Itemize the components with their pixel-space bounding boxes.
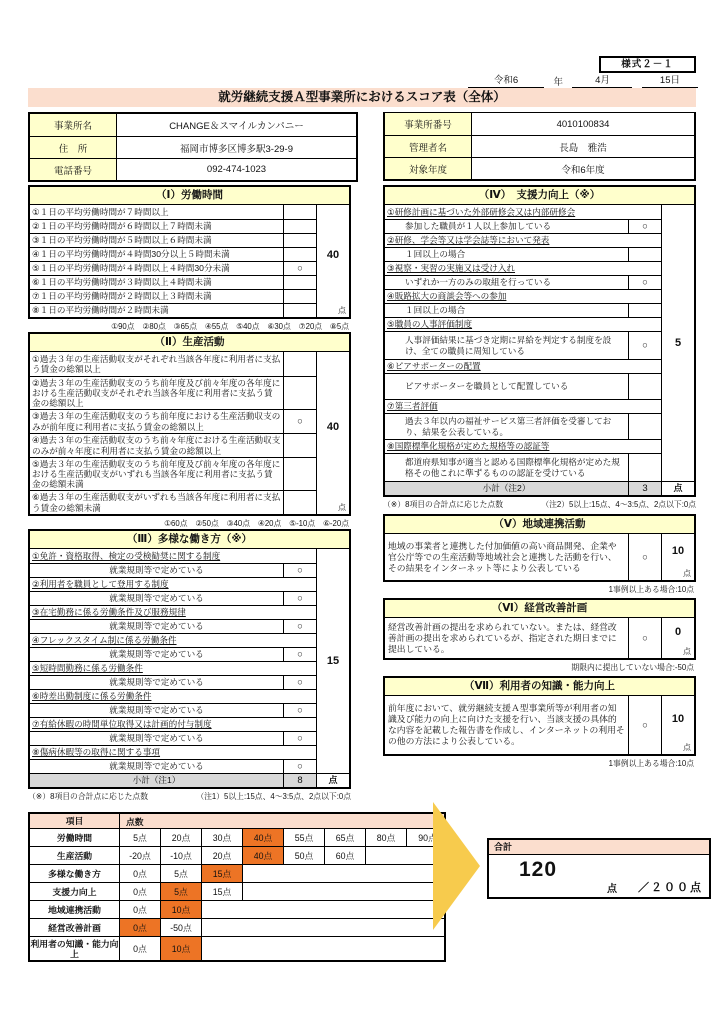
manager-name-value: 長島 雅浩 <box>559 142 607 154</box>
score-option: 60点 <box>325 847 366 864</box>
criterion-heading: ⑤職員の人事評価制度 <box>387 319 473 330</box>
criterion-heading: ④販路拡大の商談会等への参加 <box>387 291 507 302</box>
score-option: 80点 <box>366 829 407 846</box>
criterion-text: ①過去３年の生産活動収支がそれぞれ当該各年度に利用者に支払う賃金の総額以上 <box>32 353 281 374</box>
empty-cell <box>202 937 444 960</box>
criterion-text: ⑥１日の平均労働時間が３時間以上４時間未満 <box>32 277 212 288</box>
criterion-sub-row <box>385 373 661 399</box>
criterion-row <box>30 457 316 490</box>
summary-header-row <box>30 814 444 828</box>
section-title: （Ⅱ）生産活動 <box>30 334 349 352</box>
check-mark <box>283 434 316 457</box>
check-mark: ○ <box>628 618 661 658</box>
criterion-sub-row <box>385 331 661 359</box>
criterion-heading-row <box>385 233 661 247</box>
score-legend: ①90点 ②80点 ③65点 ④55点 ⑤40点 ⑥30点 ⑦20点 ⑧5点 <box>111 322 349 331</box>
subtotal-label: 小計（注2） <box>385 482 628 495</box>
score-unit: 点 <box>683 743 691 752</box>
info-row <box>385 113 694 135</box>
office-name-value: CHANGE＆スマイルカンパニー <box>169 121 304 132</box>
criterion-sub-text: 過去３年以内の福祉サービス第三者評価を受審しており、結果を公表している。 <box>405 416 612 437</box>
check-mark <box>283 304 316 317</box>
check-mark <box>283 220 316 233</box>
criterion-sub-text: 参加した職員が１人以上参加している <box>405 221 552 232</box>
criterion-sub-text: ピアサポーターを職員として配置している <box>405 381 569 392</box>
score-unit: 点 <box>338 503 346 512</box>
section-score-cell <box>316 205 349 317</box>
section-score-cell <box>661 534 694 580</box>
criterion-heading-row <box>385 439 661 453</box>
criterion-row <box>30 376 316 409</box>
subtotal-row <box>385 481 661 495</box>
check-mark <box>283 352 316 376</box>
score-option: 10点 <box>161 901 202 918</box>
note-left: （※）8項目の合計点に応じた点数 <box>383 500 504 509</box>
summary-row-community <box>30 900 444 918</box>
criterion-row <box>30 275 316 289</box>
criterion-text: ⑦１日の平均労働時間が２時間以上３時間未満 <box>32 291 212 302</box>
criterion-sub-text: 人事評価結果に基づき定期に昇給を判定する制度を設け、全ての職員に周知している <box>405 335 612 356</box>
criterion-text: 経営改善計画の提出を求められていない。または、経営改善計画の提出を求められているが、指定された期日までに提出している。 <box>388 621 617 654</box>
empty-cell <box>243 865 444 882</box>
criterion-heading-row <box>385 359 661 373</box>
criterion-heading: ⑦有給休暇の時間単位取得又は計画的付与制度 <box>32 719 212 730</box>
criterion-sub-text: いずれか一方のみの取組を行っている <box>405 277 552 288</box>
criterion-sub-row <box>30 647 316 661</box>
check-mark <box>628 414 661 439</box>
section-score: 0 <box>674 626 682 638</box>
score-legend: 1事例以上ある場合:10点 <box>608 759 694 768</box>
date-month: 4月 <box>572 72 632 88</box>
criterion-sub-row <box>385 219 661 233</box>
criterion-sub-text: 就業規則等で定めている <box>109 593 204 604</box>
section-notes <box>28 789 351 800</box>
criterion-row <box>30 289 316 303</box>
info-row <box>30 158 356 180</box>
section-title: （Ⅳ） 支援力向上（※） <box>385 187 694 205</box>
check-mark <box>628 374 661 399</box>
criterion-row <box>30 205 316 219</box>
criterion-sub-text: 就業規則等で定めている <box>109 705 204 716</box>
summary-row-label: 経営改善計画 <box>30 919 120 936</box>
summary-row-user-knowledge <box>30 936 444 960</box>
date-line <box>468 72 698 88</box>
criterion-heading-row <box>385 261 661 275</box>
check-mark <box>628 304 661 317</box>
score-legend: 期限内に提出していない場合:-50点 <box>571 663 694 672</box>
criterion-text: 地域の事業者と連携した付加価値の高い商品開発、企業や官公庁等での生産活動等地域社会と連携した活動を行い、その結果をインターネット等により公表している <box>388 540 617 573</box>
subtotal-value: 8 <box>283 774 316 787</box>
criterion-sub-row <box>30 619 316 633</box>
section-score: 5 <box>674 337 682 349</box>
criterion-heading: ②研修、学会等又は学会誌等において発表 <box>387 235 550 246</box>
criterion-sub-text: 就業規則等で定めている <box>109 565 204 576</box>
criterion-heading-row <box>30 633 316 647</box>
office-meta-table <box>383 112 696 181</box>
summary-row-label: 地域連携活動 <box>30 901 120 918</box>
right-column <box>383 185 696 767</box>
criterion-text: ④過去３年の生産活動収支のうち前々年度における生産活動収支のみが前々年度に利用者に支払う賃金の総額以上 <box>32 435 281 456</box>
criterion-text: ①１日の平均労働時間が７時間以上 <box>32 206 169 217</box>
section-community-collaboration <box>383 514 696 582</box>
score-option: 55点 <box>284 829 325 846</box>
criterion-heading-row <box>30 549 316 563</box>
check-mark: ○ <box>283 620 316 633</box>
criterion-heading-row <box>385 205 661 219</box>
section-score: 15 <box>326 655 340 667</box>
check-mark: ○ <box>628 220 661 233</box>
section-title: （Ⅰ）労働時間 <box>30 187 349 205</box>
section-title: （Ⅵ）経営改善計画 <box>385 600 694 618</box>
score-option: 15点 <box>202 883 243 900</box>
address-value: 福岡市博多区博多駅3-29-9 <box>180 143 293 155</box>
criterion-sub-row <box>385 303 661 317</box>
criterion-row <box>30 352 316 376</box>
check-mark <box>283 458 316 490</box>
score-unit: 点 <box>683 647 691 656</box>
summary-row-label: 利用者の知識・能力向上 <box>30 938 119 959</box>
criterion-row <box>30 219 316 233</box>
criterion-heading-row <box>385 399 661 413</box>
score-option: -50点 <box>161 919 202 936</box>
summary-row-improvement-plan <box>30 918 444 936</box>
criterion-heading: ②利用者を職員として登用する制度 <box>32 579 169 590</box>
info-label: 住 所 <box>30 137 117 158</box>
criterion-heading-row <box>385 317 661 331</box>
info-label: 事業所名 <box>30 114 117 136</box>
check-mark <box>283 234 316 247</box>
phone-value: 092-474-1023 <box>206 164 267 175</box>
criterion-sub-row <box>30 731 316 745</box>
score-legend: ①60点 ②50点 ③40点 ④20点 ⑤-10点 ⑥-20点 <box>164 519 349 528</box>
section-production <box>28 332 351 516</box>
criterion-sub-row <box>385 247 661 261</box>
criterion-sub-text: １回以上の場合 <box>405 305 466 316</box>
summary-row-diverse-work <box>30 864 444 882</box>
score-summary-table <box>28 812 446 962</box>
criterion-sub-row <box>30 759 316 773</box>
section-score-cell <box>661 696 694 754</box>
criterion-text: ③１日の平均労働時間が５時間以上６時間未満 <box>32 235 212 246</box>
criterion-text: ②過去３年の生産活動収支のうち前年度及び前々年度の各年度における生産活動収支がそれぞれ当該各年度に利用者に支払う賃金の総額以上 <box>32 377 281 409</box>
score-option: 0点 <box>120 883 161 900</box>
score-option: 15点 <box>202 865 243 882</box>
note-left: （※）8項目の合計点に応じた点数 <box>28 792 149 801</box>
check-mark <box>283 276 316 289</box>
criterion-heading: ③視察・実習の実施又は受け入れ <box>387 263 516 274</box>
section-diverse-work <box>28 529 351 789</box>
info-label: 対象年度 <box>385 158 472 179</box>
arrow-right-icon <box>433 802 480 930</box>
empty-cell <box>243 883 444 900</box>
criterion-heading: ⑦第三者評価 <box>387 401 438 412</box>
criterion-heading: ④フレックスタイム制に係る労働条件 <box>32 635 177 646</box>
score-option: 0点 <box>120 865 161 882</box>
score-option: 20点 <box>161 829 202 846</box>
total-label: 合計 <box>489 840 709 855</box>
info-row <box>385 157 694 179</box>
section-notes <box>383 497 696 508</box>
left-column <box>28 185 351 800</box>
criterion-heading: ⑧国際標準化規格が定めた規格等の認証等 <box>387 441 550 452</box>
section-title: （Ⅴ）地域連携活動 <box>385 516 694 534</box>
criterion-heading-row <box>30 605 316 619</box>
empty-cell <box>202 901 444 918</box>
criterion-text: ③過去３年の生産活動収支のうち前年度における生産活動収支のみが前年度に利用者に支払う賃金の総額以上 <box>32 411 281 432</box>
section-business-improvement-plan <box>383 598 696 660</box>
check-mark: ○ <box>628 332 661 359</box>
check-mark: ○ <box>283 648 316 661</box>
criterion-sub-row <box>30 703 316 717</box>
criterion-sub-text: 就業規則等で定めている <box>109 621 204 632</box>
section-score: 40 <box>326 249 340 261</box>
criterion-heading: ⑧傷病休暇等の取得に関する事項 <box>32 747 161 758</box>
criterion-text: ⑥過去３年の生産活動収支がいずれも当該各年度に利用者に支払う賃金の総額未満 <box>32 492 281 513</box>
total-score-value: 120 <box>519 858 558 881</box>
score-unit: 点 <box>662 481 694 495</box>
section-score-cell <box>316 549 349 787</box>
check-mark <box>283 377 316 409</box>
subtotal-value: 3 <box>628 482 661 495</box>
score-unit: 点 <box>317 773 349 787</box>
score-option: 40点 <box>243 847 284 864</box>
section-score-cell <box>661 618 694 658</box>
info-row <box>385 135 694 157</box>
score-option: 5点 <box>161 883 202 900</box>
criterion-row <box>30 303 316 317</box>
total-score-box <box>487 838 711 899</box>
check-mark: ○ <box>283 760 316 773</box>
criterion-text: ④１日の平均労働時間が４時間30分以上５時間未満 <box>32 249 230 260</box>
score-option: 0点 <box>120 901 161 918</box>
check-mark: ○ <box>283 704 316 717</box>
score-legend: 1事例以上ある場合:10点 <box>608 585 694 594</box>
total-body <box>489 855 709 897</box>
criterion-heading-row <box>30 745 316 759</box>
summary-row-label: 生産活動 <box>30 847 120 864</box>
total-score-max: ／２００点 <box>638 882 703 894</box>
office-info-table <box>28 112 358 182</box>
section-support-improvement <box>383 185 696 497</box>
criterion-sub-text: 就業規則等で定めている <box>109 677 204 688</box>
section-title: （Ⅲ）多様な働き方（※） <box>30 531 349 549</box>
score-option: 10点 <box>161 937 202 960</box>
summary-header-points: 点数 <box>126 816 144 827</box>
criterion-sub-text: １回以上の場合 <box>405 249 466 260</box>
criterion-row <box>30 261 316 275</box>
criterion-heading: ①免許・資格取得、検定の受検勧奨に関する制度 <box>32 550 221 561</box>
criterion-heading: ⑥時差出勤制度に係る労働条件 <box>32 691 152 702</box>
check-mark <box>283 290 316 303</box>
summary-row-label: 支援力向上 <box>30 883 120 900</box>
criterion-heading-row <box>30 661 316 675</box>
criterion-sub-row <box>385 453 661 481</box>
criterion-sub-row <box>385 275 661 289</box>
check-mark <box>283 491 316 514</box>
score-unit: 点 <box>683 569 691 578</box>
check-mark: ○ <box>628 534 661 580</box>
score-option: 0点 <box>120 937 161 960</box>
check-mark: ○ <box>283 262 316 275</box>
check-mark <box>628 454 661 481</box>
criterion-sub-row <box>30 563 316 577</box>
section-user-knowledge-improvement <box>383 676 696 756</box>
date-year-suffix: 年 <box>553 77 563 88</box>
criterion-row <box>30 433 316 457</box>
criterion-row <box>30 247 316 261</box>
page-title: 就労継続支援Ａ型事業所におけるスコア表（全体） <box>28 88 696 107</box>
criterion-heading-row <box>30 577 316 591</box>
criterion-heading-row <box>30 689 316 703</box>
check-mark <box>628 248 661 261</box>
criterion-heading: ③在宅勤務に係る労働条件及び服務規律 <box>32 607 186 618</box>
criterion-text: ②１日の平均労働時間が６時間以上７時間未満 <box>32 221 212 232</box>
criterion-sub-row <box>385 413 661 439</box>
check-mark: ○ <box>283 676 316 689</box>
score-option: 20点 <box>202 847 243 864</box>
subtotal-row <box>30 773 316 787</box>
check-mark: ○ <box>628 276 661 289</box>
check-mark: ○ <box>283 592 316 605</box>
score-option: 65点 <box>325 829 366 846</box>
empty-cell <box>202 919 444 936</box>
form-code-box: 様式２－１ <box>599 56 696 73</box>
summary-row-support <box>30 882 444 900</box>
criterion-text: 前年度において、就労継続支援Ａ型事業所等が利用者の知識及び能力の向上に向けた支援を行い、当該支援の具体的な内容を記載した報告書を作成し、インターネットの利用その他の方法により公表している。 <box>388 703 625 746</box>
section-score: 40 <box>326 421 340 433</box>
note-right: （注2）5以上:15点、4～3:5点、2点以下:0点 <box>541 500 696 509</box>
criterion-row <box>30 233 316 247</box>
score-option: -10点 <box>161 847 202 864</box>
criterion-text: ⑤１日の平均労働時間が４時間以上４時間30分未満 <box>32 263 230 274</box>
total-score-unit: 点 <box>607 884 617 895</box>
summary-row-production <box>30 846 444 864</box>
score-option: 50点 <box>284 847 325 864</box>
section-score: 10 <box>671 545 685 557</box>
info-label: 電話番号 <box>30 159 117 180</box>
criterion-sub-text: 就業規則等で定めている <box>109 733 204 744</box>
section-score: 10 <box>671 713 685 725</box>
info-label: 事業所番号 <box>385 113 472 135</box>
section-score-cell <box>661 205 694 495</box>
criterion-sub-text: 都道府県知事が適当と認める国際標準化規格が定めた規格その他これに準ずるものの認証を受けている <box>405 457 620 478</box>
criterion-sub-row <box>30 591 316 605</box>
criterion-heading: ⑥ピアサポーターの配置 <box>387 361 481 372</box>
criterion-heading: ①研修計画に基づいた外部研修会又は内部研修会 <box>387 206 576 217</box>
info-label: 管理者名 <box>385 136 472 157</box>
section-score-cell <box>316 352 349 514</box>
criterion-sub-text: 就業規則等で定めている <box>109 761 204 772</box>
target-year-value: 令和6年度 <box>561 164 605 176</box>
summary-row-work-hours <box>30 828 444 846</box>
criterion-heading-row <box>30 717 316 731</box>
summary-row-label: 労働時間 <box>30 829 120 846</box>
score-option: 5点 <box>161 865 202 882</box>
summary-header-item: 項目 <box>30 814 120 828</box>
criterion-sub-text: 就業規則等で定めている <box>109 649 204 660</box>
criterion-row <box>30 490 316 514</box>
criterion-text: ⑧１日の平均労働時間が２時間未満 <box>32 305 169 316</box>
score-unit: 点 <box>338 306 346 315</box>
check-mark <box>283 248 316 261</box>
check-mark: ○ <box>283 564 316 577</box>
date-era-year: 令和6 <box>468 72 544 88</box>
check-mark: ○ <box>283 410 316 433</box>
office-number-value: 4010100834 <box>556 118 610 130</box>
score-option: -20点 <box>120 847 161 864</box>
check-mark: ○ <box>283 732 316 745</box>
score-option: 30点 <box>202 829 243 846</box>
summary-row-label: 多様な働き方 <box>30 865 120 882</box>
criterion-row <box>30 409 316 433</box>
score-option: 0点 <box>120 919 161 936</box>
score-option: 40点 <box>243 829 284 846</box>
check-mark: ○ <box>628 696 661 754</box>
section-title: （Ⅶ）利用者の知識・能力向上 <box>385 678 694 696</box>
criterion-heading: ⑤短時間勤務に係る労働条件 <box>32 663 143 674</box>
criterion-sub-row <box>30 675 316 689</box>
subtotal-label: 小計（注1） <box>30 774 283 787</box>
score-option: 90点 <box>418 833 437 843</box>
score-option: 5点 <box>120 829 161 846</box>
note-right: （注1）5以上:15点、4～3:5点、2点以下:0点 <box>196 792 351 801</box>
section-work-hours <box>28 185 351 319</box>
criterion-heading-row <box>385 289 661 303</box>
info-row <box>30 136 356 158</box>
criterion-text: ⑤過去３年の生産活動収支のうち前年度及び前々年度の各年度における生産活動収支がいずれも当該各年度に利用者に支払う賃金の総額未満 <box>32 458 281 490</box>
date-day: 15日 <box>642 72 698 88</box>
check-mark <box>283 205 316 219</box>
info-row <box>30 114 356 136</box>
